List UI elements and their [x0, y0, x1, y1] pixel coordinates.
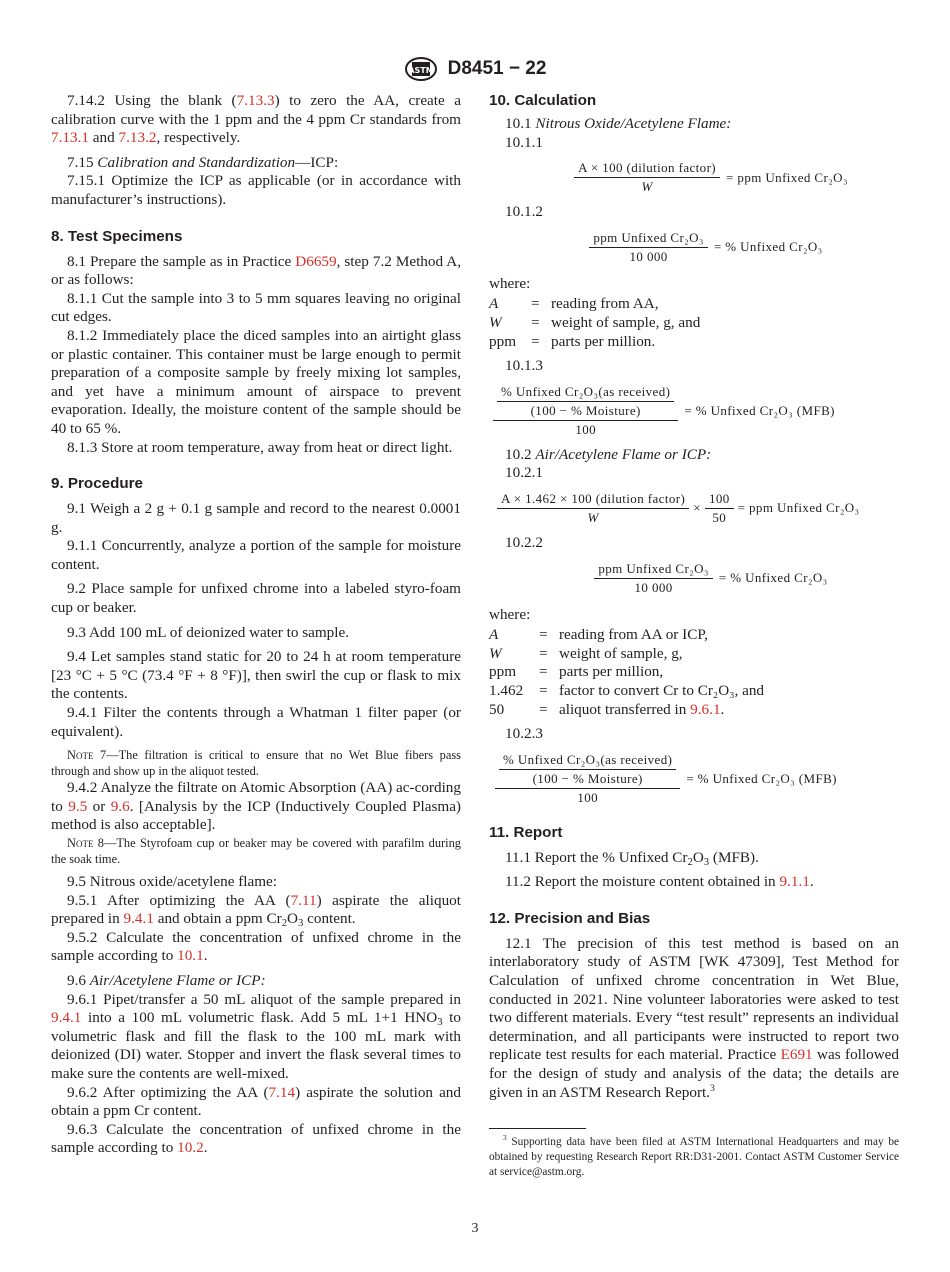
para-9-4-2: 9.4.2 Analyze the filtrate on Atomic Absorption (AA) ac-cording to 9.5 or 9.6. [Analysis by the ICP (Inductively Coupled Plasma) method is also acceptable]. [51, 779, 461, 834]
eq4-denominator: W [587, 509, 599, 525]
eq5-denominator: 10 000 [634, 579, 673, 595]
section-11-heading: 11. Report [489, 823, 563, 841]
para-8-1-2: 8.1.2 Immediately place the diced samples into an airtight glass or plastic container. This container must be large enough to permit preparation of a composite sample by freely mixing lot samples, and yet have a minimum amount of airspace to prevent evaporation. Ideally, the moisture content of the sample should be 40 to 65 %. [51, 326, 461, 437]
para-7-14-2: 7.14.2 Using the blank (7.13.3) to zero the AA, create a calibration curve with the 1 ppm and the 4 ppm Cr standards from 7.13.1 and 7.13.2, respectively. [51, 92, 462, 147]
astm-logo-icon [404, 56, 438, 82]
link-9-4-1b[interactable]: 9.4.1 [51, 1009, 82, 1027]
section-9-heading: 9. Procedure [51, 475, 144, 493]
link-9-5[interactable]: 9.5 [68, 797, 88, 815]
eq4-times: × [693, 500, 701, 516]
para-10-1-1: 10.1.1 [505, 133, 543, 151]
link-7-13-2[interactable]: 7.13.2 [118, 129, 157, 147]
eq4-denominator-2: 50 [712, 509, 727, 525]
para-9-6: 9.6 Air/Acetylene Flame or ICP: [67, 971, 266, 989]
para-10-1-3: 10.1.3 [505, 357, 543, 375]
para-9-1-1: 9.1.1 Concurrently, analyze a portion of the sample for moisture content. [51, 537, 461, 573]
equation-5 [489, 561, 899, 596]
para-10-1: 10.1 Nitrous Oxide/Acetylene Flame: [505, 115, 732, 132]
para-9-6-3: 9.6.3 Calculate the concentration of unfixed chrome in the sample according to 10.2. [51, 1120, 461, 1157]
para-8-1: 8.1 Prepare the sample as in Practice D6659, step 7.2 Method A, or as follows: [51, 252, 461, 289]
eq1-rhs: = ppm Unfixed Cr₂O₃ [726, 169, 848, 185]
para-9-3: 9.3 Add 100 mL of deionized water to sample. [67, 623, 350, 641]
where-row: A = reading from AA, [489, 295, 659, 313]
link-7-13-1[interactable]: 7.13.1 [51, 129, 89, 147]
para-7-15: 7.15 Calibration and Standardization—ICP: [67, 153, 339, 171]
para-9-5: 9.5 Nitrous oxide/acetylene flame: [67, 873, 278, 890]
para-9-2: 9.2 Place sample for unfixed chrome into a labeled styro-foam cup or beaker. [51, 580, 461, 617]
link-9-6-1[interactable]: 9.6.1 [690, 700, 721, 718]
equation-6 [489, 752, 899, 806]
where-label-2: where: [489, 605, 531, 623]
para-11-2: 11.2 Report the moisture content obtained in 9.1.1. [505, 873, 814, 891]
equation-2 [489, 230, 899, 265]
para-10-2-1: 10.2.1 [505, 464, 543, 482]
eq5-numerator: ppm Unfixed Cr₂O₃ [594, 561, 712, 579]
eq2-rhs: = % Unfixed Cr₂O₃ [713, 239, 823, 255]
para-7-15-1: 7.15.1 Optimize the ICP as applicable (or in accordance with manufacturer’s instructions). [51, 172, 461, 208]
para-9-4-1: 9.4.1 Filter the contents through a Whatman 1 filter paper (or equivalent). [51, 704, 461, 740]
section-8-heading: 8. Test Specimens [51, 227, 183, 245]
where-row: 1.462 = factor to convert Cr to Cr₂O₃, and [489, 681, 765, 699]
para-8-1-1: 8.1.1 Cut the sample into 3 to 5 mm squares leaving no original cut edges. [51, 289, 461, 326]
eq3-rhs: = % Unfixed Cr₂O₃ (MFB) [684, 402, 835, 418]
para-9-1: 9.1 Weigh a 2 g + 0.1 g sample and record to the nearest 0.0001 g. [51, 500, 461, 536]
where-row: W = weight of sample, g, and [489, 313, 701, 331]
link-9-1-1[interactable]: 9.1.1 [779, 873, 810, 891]
right-column [489, 92, 899, 1180]
eq4-rhs: = ppm Unfixed Cr₂O₃ [737, 500, 860, 516]
where-row: A = reading from AA or ICP, [489, 626, 708, 644]
note-8: Note 8—The Styrofoam cup or beaker may be covered with parafilm during the soak time. [51, 836, 461, 866]
page-number: 3 [471, 1221, 479, 1236]
link-9-4-1[interactable]: 9.4.1 [123, 910, 154, 928]
eq4-numerator-2: 100 [705, 491, 734, 509]
left-column [51, 92, 461, 1158]
link-e691[interactable]: E691 [780, 1046, 813, 1064]
para-8-1-3: 8.1.3 Store at room temperature, away from heat or direct light. [67, 438, 453, 456]
para-12-1: 12.1 The precision of this test method is based on an interlaboratory study of ASTM [WK 47309], Test Method for Calculation of unfixed chrome concentration in Wet Blue, conducted in 2021. Nine volunteer laboratories were asked to test two different materials. Every “test result” represents an individual determination, and all participants were instructed to report two replicate test results for each material. Practice E691 was followed for the design of study and analysis of the data; the details are given in an ASTM Research Report.$^3$ [489, 934, 900, 1101]
footnote-rule [489, 1128, 586, 1129]
note-7: Note 7—The filtration is critical to ensure that no Wet Blue fibers pass through and show up in the aliquot tested. [51, 748, 461, 779]
para-10-1-2: 10.1.2 [505, 203, 543, 221]
para-11-1: 11.1 Report the % Unfixed $Cr_2O_3$ (MFB). [505, 848, 759, 868]
eq6-rhs: = % Unfixed Cr₂O₃ (MFB) [686, 770, 837, 786]
eq2-denominator: 10 000 [629, 248, 668, 264]
para-9-4: 9.4 Let samples stand static for 20 to 24 h at room temperature [23 °C + 5 °C (73.4 °F + 8 °F)], then swirl the cup or flask to mix the contents. [51, 648, 461, 703]
where-row: 50 = aliquot transferred in 9.6.1. [489, 700, 725, 718]
link-7-13-3[interactable]: 7.13.3 [236, 92, 275, 109]
eq5-rhs: = % Unfixed Cr₂O₃ [718, 570, 828, 586]
para-9-5-2: 9.5.2 Calculate the concentration of unfixed chrome in the sample according to 10.1. [51, 928, 461, 965]
designation: D8451 − 22 [447, 58, 547, 79]
para-9-5-1: 9.5.1 After optimizing the AA (7.11) aspirate the aliquot prepared in 9.4.1 and obtain a ppm $Cr_2O_3$ content. [51, 891, 461, 930]
para-10-2-2: 10.2.2 [505, 533, 543, 551]
equation-1 [489, 160, 899, 195]
eq1-denominator: W [641, 179, 653, 195]
link-9-6[interactable]: 9.6 [110, 797, 130, 815]
eq4-numerator: A × 1.462 × 100 (dilution factor) [497, 491, 689, 509]
para-9-6-2: 9.6.2 After optimizing the AA (7.14) aspirate the solution and obtain a ppm Cr content. [51, 1083, 461, 1120]
equation-4 [489, 491, 899, 526]
link-10-1[interactable]: 10.1 [177, 947, 204, 965]
where-table-2 [489, 626, 764, 719]
link-7-11[interactable]: 7.11 [290, 891, 317, 909]
where-row: W = weight of sample, g, [489, 644, 683, 662]
document-header [0, 56, 950, 82]
eq6-numerator: % Unfixed Cr₂O₃(as received) [499, 752, 676, 770]
where-row: ppm = parts per million, [489, 663, 664, 681]
equation-3 [489, 384, 899, 438]
para-10-2: 10.2 Air/Acetylene Flame or ICP: [505, 445, 712, 463]
link-10-2[interactable]: 10.2 [177, 1139, 204, 1157]
para-10-2-3: 10.2.3 [505, 725, 543, 743]
eq6-denominator: 100 [577, 789, 599, 805]
section-10-heading: 10. Calculation [489, 92, 597, 109]
where-table-1 [489, 295, 700, 351]
para-9-6-1: 9.6.1 Pipet/transfer a 50 mL aliquot of the sample prepared in 9.4.1 into a 100 mL volumetric flask. Add 5 mL 1+1 $HNO_3$ to volumetric flask and fill the flask to the 100 mL mark with deionized (DI) water. Stopper and invert the flask several times to make sure the contents are well-mixed. [51, 990, 461, 1082]
where-label-1: where: [489, 274, 531, 292]
svg-text:ASTM: ASTM [407, 66, 434, 75]
eq3-numerator-2: (100 − % Moisture) [530, 402, 641, 418]
eq3-denominator: 100 [575, 421, 597, 437]
link-d6659[interactable]: D6659 [295, 252, 337, 270]
eq2-numerator: ppm Unfixed Cr₂O₃ [589, 230, 707, 248]
footnote-3: $^3$ Supporting data have been filed at ASTM International Headquarters and may be obtained by requesting Research Report RR:D31-2001. Contact ASTM Customer Service at service@astm.org. [489, 1133, 899, 1179]
eq3-numerator: % Unfixed Cr₂O₃(as received) [497, 384, 674, 402]
section-12-heading: 12. Precision and Bias [489, 909, 651, 927]
where-row: ppm = parts per million. [489, 332, 656, 350]
eq6-numerator-2: (100 − % Moisture) [532, 770, 643, 786]
eq1-numerator: A × 100 (dilution factor) [574, 160, 720, 178]
link-7-14[interactable]: 7.14 [268, 1083, 296, 1101]
